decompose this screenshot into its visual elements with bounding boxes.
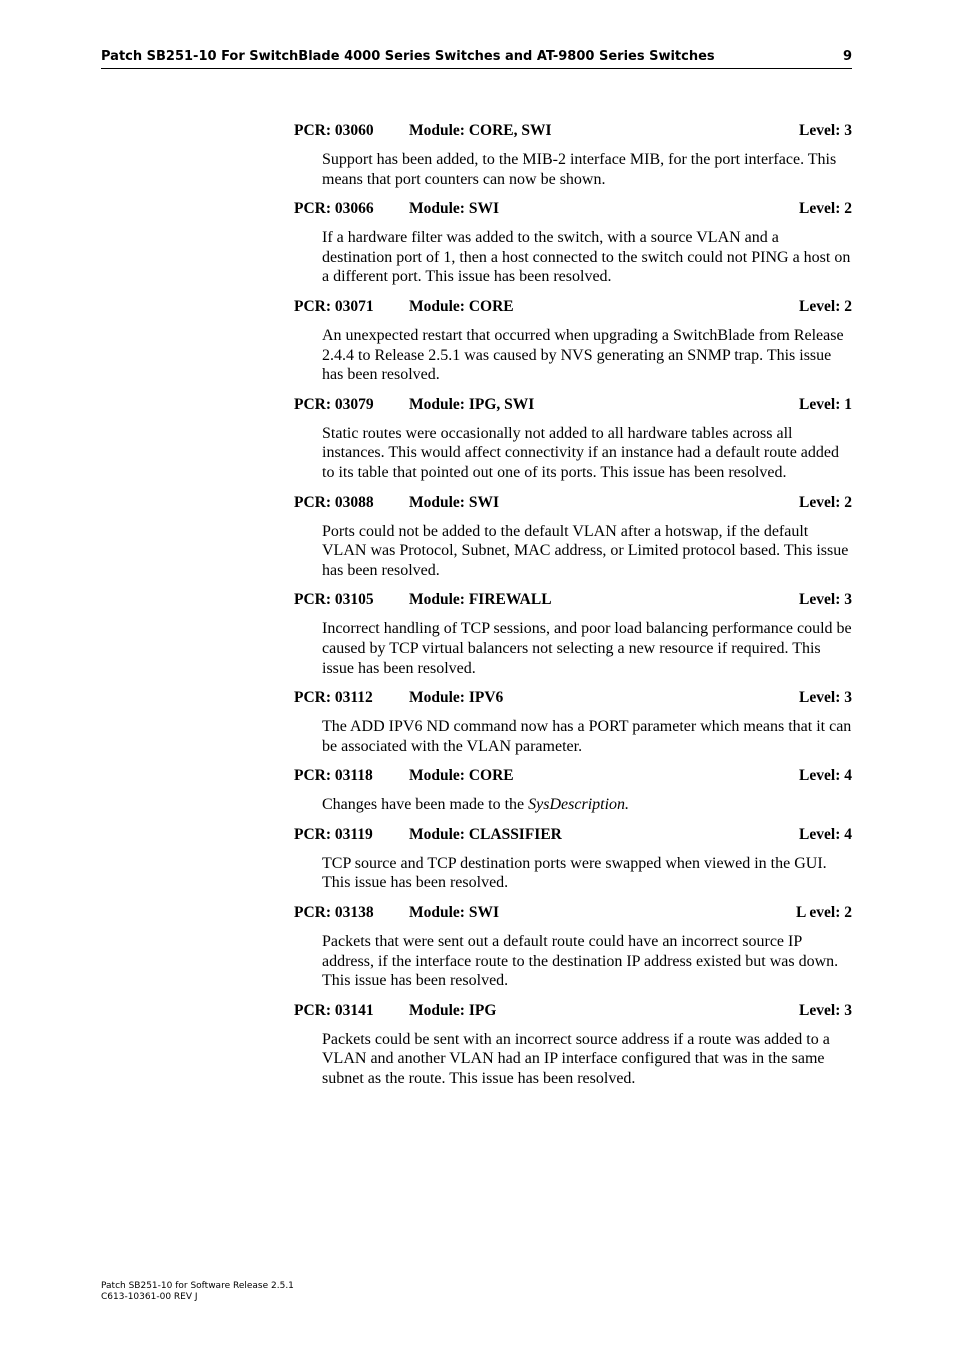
- pcr-level: Level: 3: [799, 1001, 852, 1019]
- pcr-description: The ADD IPV6 ND command now has a PORT parameter which means that it can be associated with the VLAN parameter.: [322, 718, 852, 755]
- pcr-level: Level: 3: [799, 689, 852, 707]
- sysdescription-term: SysDescription.: [528, 796, 630, 814]
- footer-release: Patch SB251-10 for Software Release 2.5.1: [101, 1281, 294, 1291]
- pcr-number: PCR: 03119: [294, 825, 373, 843]
- pcr-module: Module: SWI: [409, 493, 499, 511]
- pcr-description: Packets could be sent with an incorrect source address if a route was added to a VLAN and another VLAN had an IP interface configured that was in the same subnet as the route. This issue has been resolved.: [322, 1030, 830, 1088]
- pcr-description: An unexpected restart that occurred when upgrading a SwitchBlade from Release 2.4.4 to Release 2.5.1 was caused by NVS generating an SNMP trap. This issue has been resolved.: [322, 326, 844, 384]
- pcr-module: Module: CORE, SWI: [409, 122, 552, 139]
- pcr-entry: [294, 494, 852, 581]
- pcr-description: Incorrect handling of TCP sessions, and poor load balancing performance could be caused by TCP virtual balancers not selecting a new resource if required. This issue has been resolved.: [322, 620, 852, 677]
- pcr-heading: [294, 1002, 852, 1022]
- pcr-level: Level: 2: [799, 493, 852, 511]
- pcr-entry: [294, 826, 852, 893]
- pcr-number: PCR: 03088: [294, 493, 374, 511]
- pcr-description: Packets that were sent out a default route could have an incorrect source IP address, if the interface route to the destination IP address existed but was down. This issue has been resolved.: [322, 933, 839, 990]
- pcr-heading: [294, 494, 852, 514]
- pcr-heading: [294, 826, 852, 846]
- pcr-heading: [294, 591, 852, 611]
- pcr-heading: [294, 298, 852, 318]
- pcr-level: Level: 4: [799, 825, 852, 843]
- pcr-number: PCR: 03141: [294, 1001, 374, 1019]
- pcr-description: [322, 795, 852, 815]
- pcr-description: Ports could not be added to the default VLAN after a hotswap, if the default VLAN was Protocol, Subnet, MAC address, or Limited protocol based. This issue has been resolved.: [322, 522, 849, 579]
- pcr-number: PCR: 03138: [294, 904, 374, 922]
- pcr-entry: [294, 396, 852, 483]
- pcr-module: Module: CLASSIFIER: [409, 825, 562, 843]
- pcr-entry: [294, 689, 852, 756]
- pcr-heading: [294, 200, 852, 220]
- pcr-entry: [294, 200, 852, 287]
- pcr-description-text: Changes have been made to the: [322, 796, 529, 814]
- pcr-level: Level: 3: [799, 591, 852, 609]
- pcr-number: PCR: 03060: [294, 122, 374, 139]
- pcr-level: Level: 4: [799, 767, 852, 785]
- pcr-entry: [294, 591, 852, 678]
- page-header: [101, 46, 852, 69]
- pcr-number: PCR: 03079: [294, 395, 374, 413]
- pcr-heading: [294, 767, 852, 787]
- pcr-entry: [294, 122, 852, 189]
- pcr-heading: [294, 689, 852, 709]
- pcr-number: PCR: 03066: [294, 200, 374, 218]
- pcr-description: TCP source and TCP destination ports were swapped when viewed in the GUI. This issue has been resolved.: [322, 854, 827, 892]
- footer-doc-id: C613-10361-00 REV J: [101, 1292, 198, 1302]
- pcr-module: Module: FIREWALL: [409, 591, 552, 609]
- page-footer: [101, 1281, 294, 1303]
- pcr-entry: [294, 1002, 852, 1089]
- pcr-entry: [294, 767, 852, 815]
- pcr-module: Module: SWI: [409, 904, 499, 922]
- pcr-level: L evel: 2: [796, 904, 852, 922]
- pcr-level: Level: 3: [799, 122, 852, 139]
- pcr-heading: [294, 904, 852, 924]
- pcr-description: If a hardware filter was added to the switch, with a source VLAN and a destination port of 1, then a host connected to the switch could not PING a host on a different port. This issue has been resolved.: [322, 229, 851, 286]
- pcr-module: Module: CORE: [409, 767, 514, 785]
- pcr-module: Module: IPG, SWI: [409, 395, 535, 413]
- page-number: 9: [842, 49, 852, 64]
- pcr-module: Module: CORE: [409, 297, 514, 315]
- header-title: Patch SB251-10 For SwitchBlade 4000 Series Switches and AT-9800 Series Switches: [101, 49, 715, 64]
- pcr-module: Module: IPV6: [409, 689, 504, 707]
- pcr-level: Level: 2: [799, 200, 852, 218]
- pcr-entry: [294, 298, 852, 385]
- pcr-list: [294, 122, 852, 1100]
- pcr-number: PCR: 03105: [294, 591, 374, 609]
- pcr-heading: [294, 122, 852, 142]
- pcr-module: Module: SWI: [409, 200, 499, 218]
- pcr-level: Level: 2: [799, 297, 852, 315]
- pcr-description: Support has been added, to the MIB-2 interface MIB, for the port interface. This means that port counters can now be shown.: [322, 151, 837, 188]
- pcr-description: Static routes were occasionally not added to all hardware tables across all instances. This would affect connectivity if an instance had a default route added to its table that pointed out one of its ports. This issue has been resolved.: [322, 424, 840, 481]
- pcr-number: PCR: 03118: [294, 767, 373, 785]
- pcr-module: Module: IPG: [409, 1001, 497, 1019]
- pcr-heading: [294, 396, 852, 416]
- pcr-level: Level: 1: [799, 395, 852, 413]
- pcr-entry: [294, 904, 852, 991]
- pcr-number: PCR: 03112: [294, 689, 373, 707]
- pcr-number: PCR: 03071: [294, 297, 374, 315]
